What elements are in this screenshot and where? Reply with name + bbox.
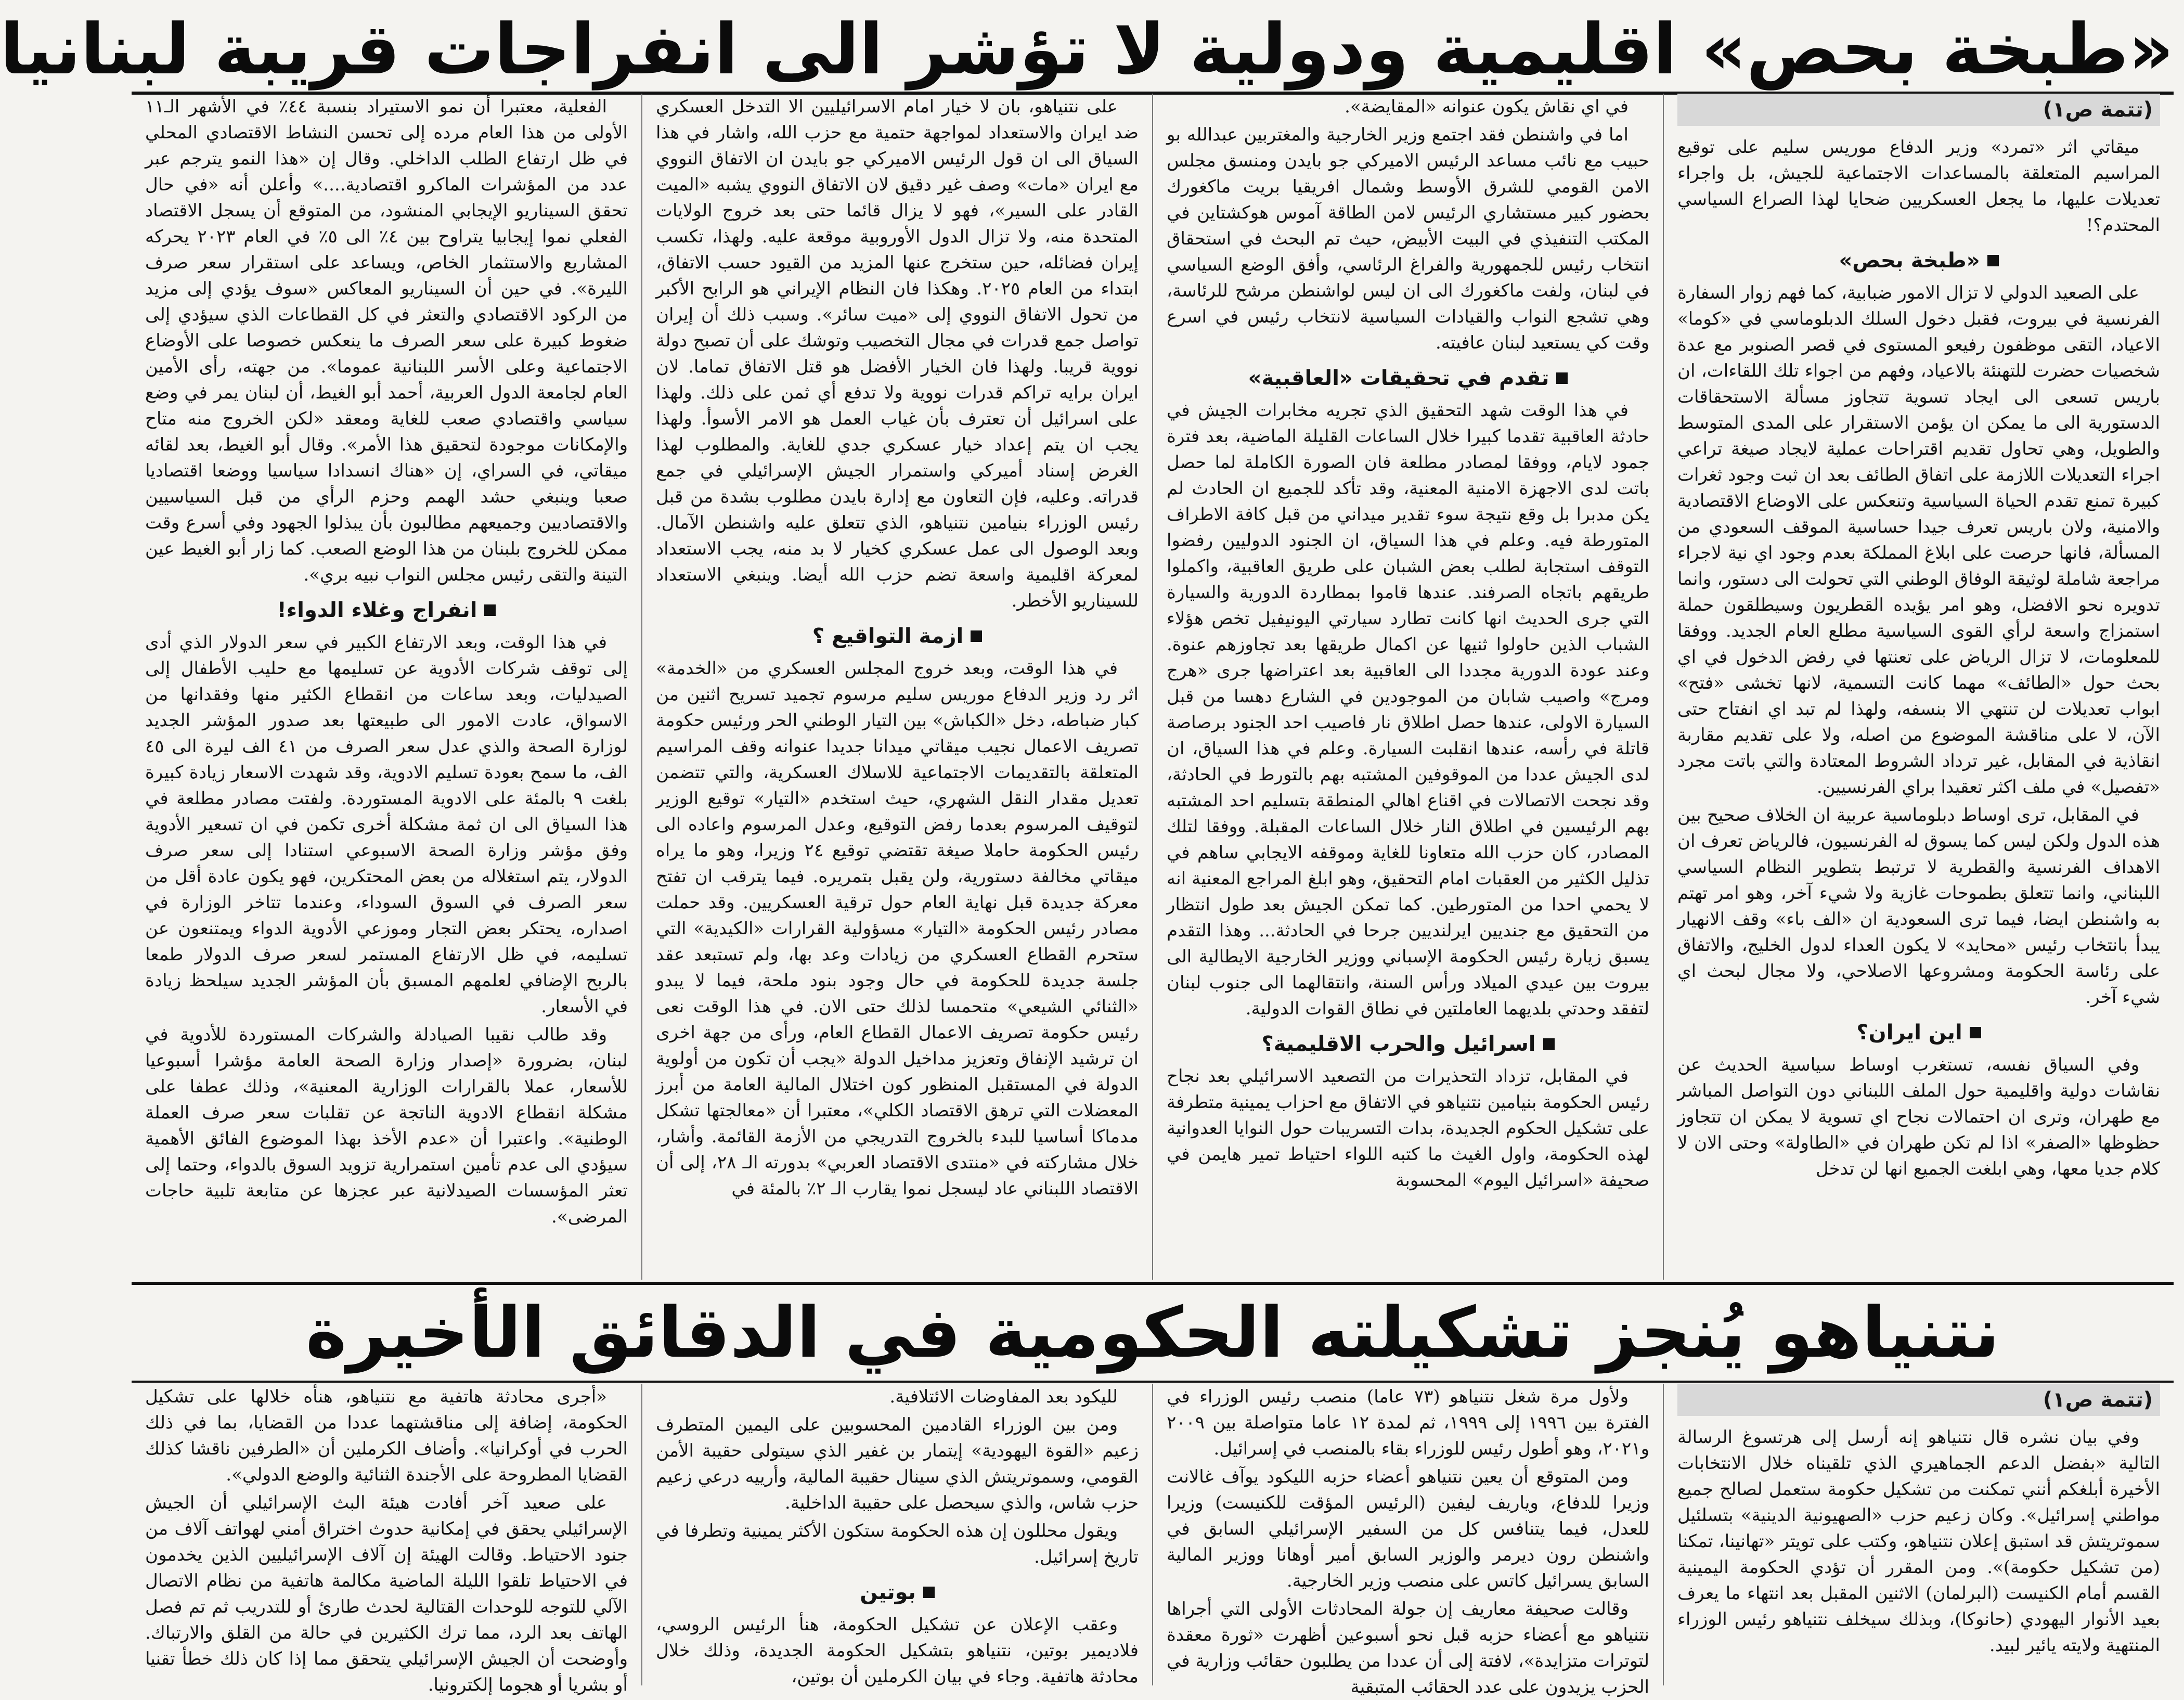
- main-headline: «طبخة بحص» اقليمية ودولية لا تؤشر الى انفراجات قريبة لبنانيا: [0, 9, 2174, 90]
- subheading-text: اسرائيل والحرب الاقليمية؟: [1261, 1032, 1536, 1056]
- paragraph: في هذا الوقت شهد التحقيق الذي تجريه مخابرات الجيش في حادثة العاقبية تقدما كبيرا خلال الساعات القليلة الماضية، بعد فترة جمود لايام، ووفقا لمصادر مطلعة فان الصورة الكاملة لما حصل باتت لدى الاجهزة الامنية المعنية، وقد تأكد للجميع ان الحادث لم يكن مدبرا بل وقع نتيجة سوء تقدير ميداني من قبل كافة الاطراف المتورطة فيه. وعلم في هذا السياق، ان الجنود الدوليين رفضوا التوقف استجابة لطلب بعض الشبان على طريق العاقبية، واكملوا طريقهم باتجاه الصرفند. عندها قاموا بمطاردة الدورية والسيارة التي جرى الحديث انها كانت تطارد سيارتي اليونيفيل تخص هؤلاء الشباب الذين حاولوا ثنيها عن اكمال طريقها بعد تجاوزهم عنوة. وعند عودة الدورية مجددا الى العاقبية بعد اعتراضها جرى «هرج ومرج» واصيب شابان من الموجودين في الشارع دهسا من قبل السيارة الاولى، عندها حصل اطلاق نار فاصيب احد الجنود برصاصة قاتلة في رأسه، عندها انقلبت السيارة. وعلم في هذا السياق، ان لدى الجيش عددا من الموقوفين المشتبه بهم بالتورط في الحادثة، وقد نجحت الاتصالات في اقناع اهالي المنطقة بتسليم احد المشتبه بهم الرئيسين في اطلاق النار خلال الساعات المقبلة. ووفقا لتلك المصادر، كان حزب الله متعاونا للغاية وموقفه الايجابي ساهم في تذليل الكثير من العقبات امام التحقيق، وهو ابلغ المراجع المعنية انه لا يحمي احدا من المتورطين. كما تمكن الجيش بعد طول انتظار من التحقيق مع جنديين ايرلنديين جرحا في الحادثة... وهذا التقدم يسبق زيارة رئيس الحكومة الإسباني ووزير الخارجية الايطالية الى بيروت بين عيدي الميلاد ورأس السنة، وانتقالهما الى جنوب لبنان لتفقد وحدتي بلديهما العاملتين في نطاق القوات الدولية.: [1167, 400, 1650, 1019]
- article1-column-4: [132, 94, 642, 1280]
- square-bullet-icon: [1970, 1027, 1981, 1038]
- subheading: [1677, 1020, 2160, 1046]
- paragraph: في هذا الوقت، وبعد خروج المجلس العسكري من «الخدمة» اثر رد وزير الدفاع موريس سليم مرسوم تجميد تسريح اثنين من كبار ضباطه، دخل «الكباش» بين التيار الوطني الحر ورئيس حكومة تصريف الاعمال نجيب ميقاتي ميدانا جديدا عنوانه وقف المراسيم المتعلقة بالتقديمات الاجتماعية للاسلاك العسكرية، والتي تتضمن تعديل مقدار النقل الشهري، حيث استخدم «التيار» توقيع الوزير لتوقيف المرسوم بعدما رفض التوقيع، وعدل المرسوم واعاده الى رئيس الحكومة حاملا صيغة تقتضي توقيع ٢٤ وزيرا، وهو ما يراه ميقاتي مخالفة دستورية، ولن يقبل بتمريره. فيما يترقب ان تفتح معركة جديدة قبل نهاية العام حول ترقية العسكريين. وقد حملت مصادر رئيس الحكومة «التيار» مسؤولية القرارات «الكيدية» التي ستحرم القطاع العسكري من زيادات وعد بها، ولم تستبعد عقد جلسة جديدة للحكومة في حال وجود بنود ملحة، فيما لا يبدو «الثنائي الشيعي» متحمسا لذلك حتى الان. في هذا الوقت نعى رئيس حكومة تصريف الاعمال القطاع العام، ورأى من جهة اخرى ان ترشيد الإنفاق وتعزيز مداخيل الدولة «يجب أن تكون من أولوية الدولة في المستقبل المنظور كون اختلال المالية العامة من أبرز المعضلات التي ترهق الاقتصاد الكلي»، معتبرا أن «معالجتها تشكل مدماكا أساسيا للبدء بالخروج التدريجي من الأزمة القائمة. وأشار، خلال مشاركته في «منتدى الاقتصاد العربي» بدورته الـ ٢٨، إلى أن الاقتصاد اللبناني عاد ليسجل نموا يقارب الـ ٢٪ بالمئة في: [656, 658, 1139, 1199]
- square-bullet-icon: [971, 630, 982, 642]
- subheading-text: تقدم في تحقيقات «العاقبية»: [1248, 366, 1549, 390]
- paragraph: «أجرى محادثة هاتفية مع نتنياهو، هنأه خلالها على تشكيل الحكومة، إضافة إلى مناقشتهما عددا من القضايا، بما في ذلك الحرب في أوكرانيا». وأضاف الكرملين أن «الطرفين ناقشا كذلك القضايا المطروحة على الأجندة الثنائية والوضع الدولي».: [145, 1386, 628, 1485]
- headline-rule: [132, 1381, 2174, 1383]
- subheading-text: بوتين: [860, 1580, 916, 1604]
- square-bullet-icon: [1987, 255, 1999, 266]
- subheading: [656, 623, 1139, 649]
- subheading: [1167, 365, 1649, 391]
- continued-tag: (تتمة ص١): [1677, 1384, 2160, 1416]
- paragraph: ومن المتوقع أن يعين نتنياهو أعضاء حزبه الليكود يوآف غالانت وزيرا للدفاع، وياريف ليفين (الرئيس المؤقت للكنيست) وزيرا للعدل، فيما يتنافس كل من السفير الإسرائيلي السابق في واشنطن رون ديرمر والوزير السابق أمير أوهانا ووزير المالية السابق يسرائيل كاتس على منصب وزير الخارجية.: [1167, 1466, 1649, 1591]
- square-bullet-icon: [923, 1587, 935, 1598]
- paragraph: وفي بيان نشره قال نتنياهو إنه أرسل إلى هرتسوغ الرسالة التالية «بفضل الدعم الجماهيري الذي تلقيناه خلال الانتخابات الأخيرة أبلغكم أنني تمكنت من تشكيل حكومة ستعمل لصالح جميع مواطني إسرائيل». وكان زعيم حزب «الصهيونية الدينية» بتسلئيل سموتريتش قد استبق إعلان نتنياهو، وكتب على تويتر «تهانينا، تمكنا (من تشكيل حكومة)». ومن المقرر أن تؤدي الحكومة اليمينية القسم أمام الكنيست (البرلمان) الاثنين المقبل بعد انتهاء ما يعرف بعيد الأنوار اليهودي (حانوكا)، وبذلك سيخلف نتنياهو رئيس الوزراء المنتهية ولايته يائير لبيد.: [1677, 1427, 2160, 1656]
- paragraph: في المقابل، ترى اوساط دبلوماسية عربية ان الخلاف صحيح بين هذه الدول ولكن ليس كما يسوق له الفرنسيون، فالرياض تعرف ان الاهداف الفرنسية والقطرية لا ترتبط بتطوير النظام السياسي اللبناني، وانما تتعلق بطموحات غازية ولا شيء آخر، وهو امر تهتم به واشنطن ايضا، فيما ترى السعودية ان «الف باء» وقف الانهيار يبدأ بانتخاب رئيس «محايد» لا يكون العداء لدول الخليج، والاتفاق على رئاسة الحكومة ومشروعها الاصلاحي، ولا مجال لبحث اي شيء آخر.: [1677, 805, 2160, 1008]
- subheading-text: انفراج وغلاء الدواء!: [277, 598, 477, 622]
- article2-column-3: [642, 1384, 1153, 1685]
- article2-column-2: [1153, 1384, 1664, 1697]
- paragraph: لليكود بعد المفاوضات الائتلافية.: [889, 1386, 1118, 1407]
- subheading: [1167, 1031, 1649, 1057]
- article2-column-4: [132, 1384, 642, 1695]
- square-bullet-icon: [1556, 372, 1568, 384]
- article1-column-2: [1153, 94, 1664, 1280]
- paragraph: اما في واشنطن فقد اجتمع وزير الخارجية والمغتربين عبدالله بو حبيب مع نائب مساعد الرئيس الاميركي جو بايدن ومنسق مجلس الامن القومي للشرق الأوسط وشمال افريقيا بريت ماكغورك بحضور كبير مستشاري الرئيس لامن الطاقة آموس هوكشتاين في المكتب التنفيذي في البيت الأبيض، حيث تم البحث في استحقاق انتخاب رئيس للجمهورية والفراغ الرئاسي، وأفق الوضع السياسي في لبنان، ولفت ماكغورك الى ان ليس لواشنطن مرشح للرئاسة، وهي تشجع النواب والقيادات السياسية لانتخاب رئيس في اسرع وقت كي يستعيد لبنان عافيته.: [1167, 124, 1649, 353]
- paragraph: على الصعيد الدولي لا تزال الامور ضبابية، كما فهم زوار السفارة الفرنسية في بيروت، فقبل دخول السلك الدبلوماسي في «كوما» الاعياد، التقى موظفون رفيعو المستوى في قصر الصنوبر مع عدة شخصيات حضرت للتهنئة بالاعياد، وفهم من اجواء تلك اللقاءات، ان باريس تسعى الى ايجاد تسوية تتجاوز مسألة الاستحقاقات الدستورية الى ما يمكن ان يؤمن الاستقرار على المدى المتوسط والطويل، وهي تحاول تقديم اقتراحات عملية لايجاد صيغة تراعي اجراء التعديلات اللازمة على اتفاق الطائف بعد ان ثبت وجود ثغرات كبيرة تمنع تقدم الحياة السياسية وتنعكس على الاوضاع الاقتصادية والامنية، ولان باريس تعرف جيدا حساسية الموقف السعودي من المسألة، فانها حرصت على ابلاغ المملكة بعدم وجود اي نية لاجراء مراجعة شاملة لوثيقة الوفاق الوطني التي تحولت الى دستور، وانما تدويره نحو الافضل، وهو امر يؤيده القطريون وسيطلقون حملة استمزاج واسعة لرأي القوى السياسية مطلع العام الجديد. ووفقا للمعلومات، لا تزال الرياض على تعنتها في رفض الدخول في اي بحث حول «الطائف» مهما كانت التسمية، لانها تخشى «فتح» ابواب تعديلات لن تنتهي الا بنسفه، ولهذا لم تبد اي انفتاح حتى الآن، لا على مناقشة الموضوع من اصله، ولا على تقديم مقاربة انقاذية في المقابل، غير ترداد الشروط المعتادة والتي باتت مجرد «تفصيل» في ملف اكثر تعقيدا براي الفرنسيين.: [1677, 282, 2160, 797]
- paragraph: في هذا الوقت، وبعد الارتفاع الكبير في سعر الدولار الذي أدى إلى توقف شركات الأدوية عن تسليمها مع حليب الأطفال إلى الصيدليات، وبعد ساعات من انقطاع الكثير منها وفقدانها من الاسواق، عادت الامور الى طبيعتها بعد صدور المؤشر الجديد لوزارة الصحة والذي عدل سعر الصرف من ٤١ الف ليرة الى ٤٥ الف، ما سمح بعودة تسليم الادوية، وقد شهدت الاسعار زيادة كبيرة بلغت ٩ بالمئة على الادوية المستوردة. ولفتت مصادر مطلعة في هذا السياق الى ان ثمة مشكلة أخرى تكمن في ان تسعير الأدوية وفق مؤشر وزارة الصحة الاسبوعي استنادا إلى سعر صرف الدولار، يتم استغلاله من بعض المحتكرين، فهو يكون عادة أقل من سعر الصرف في السوق السوداء، وعندما تتاخر الوزارة في اصداره، يحتكر بعض التجار وموزعي الأدوية الدواء ويمتنعون عن تسليمه، في ظل الارتفاع المستمر لسعر صرف الدولار طمعا بالربح الإضافي لعلمهم المسبق بأن المؤشر الجديد سيلحظ زيادة في الأسعار.: [145, 632, 628, 1017]
- paragraph: وقالت صحيفة معاريف إن جولة المحادثات الأولى التي أجراها نتنياهو مع أعضاء حزبه قبل نحو أسبوعين أظهرت «ثورة معقدة لتوترات متزايدة»، لافتة إلى أن عددا من يطلبون حقائب وزارية في الحزب يزيدون على عدد الحقائب المتبقية: [1167, 1599, 1649, 1697]
- paragraph: ويقول محللون إن هذه الحكومة ستكون الأكثر يمينية وتطرفا في تاريخ إسرائيل.: [656, 1521, 1139, 1567]
- article-netanyahu: [132, 1384, 2174, 1697]
- paragraph: على نتنياهو، بان لا خيار امام الاسرائيليين الا التدخل العسكري ضد ايران والاستعداد لمواجهة حتمية مع حزب الله، واشار في هذا السياق الى ان قول الرئيس الاميركي جو بايدن ان الاتفاق النووي مع ايران «مات» وصف غير دقيق لان الاتفاق النووي يشبه «الميت القادر على السير»، فهو لا يزال قائما حتى بعد خروج الولايات المتحدة منه، ولا تزال الدول الأوروبية موقعة عليه. ولهذا، تكسب إيران فضائله، حين ستخرج عنها المزيد من القيود حسب الاتفاق، ابتداء من العام ٢٠٢٥. وهكذا فان النظام الإيراني هو الرابح الأكبر من تحول الاتفاق النووي إلى «ميت سائر». وسبب ذلك أن إيران تواصل جمع قدرات في مجال التخصيب وتوشك على أن تصبح دولة نووية قريبا. ولهذا فان الخيار الأفضل هو قتل الاتفاق تماما. لان ايران برايه تراكم قدرات نووية ولا تدفع أي ثمن على ذلك. ولهذا على اسرائيل أن تعترف بأن غياب العمل هو الامر الأسوأ. ولهذا يجب ان يتم إعداد خيار عسكري جدي للغاية. والمطلوب لهذا الغرض إسناد أميركي واستمرار الجيش الإسرائيلي في جمع قدراته. وعليه، فإن التعاون مع إدارة بايدن مطلوب بشدة من قبل رئيس الوزراء بنيامين نتنياهو، الذي تتعلق عليه واشنطن الآمال. وبعد الوصول الى عمل عسكري كخيار لا بد منه، يجب الاستعداد لمعركة اقليمية واسعة تضم حزب الله أيضا. وينبغي الاستعداد للسيناريو الأخطر.: [656, 96, 1139, 611]
- paragraph: وعقب الإعلان عن تشكيل الحكومة، هنأ الرئيس الروسي، فلاديمير بوتين، نتنياهو بتشكيل الحكومة الجديدة، وذلك خلال محادثة هاتفية. وجاء في بيان الكرملين أن بوتين،: [656, 1614, 1139, 1687]
- paragraph: ولأول مرة شغل نتنياهو (٧٣ عاما) منصب رئيس الوزراء في الفترة بين ١٩٩٦ إلى ١٩٩٩، ثم لمدة ١٢ عاما متواصلة بين ٢٠٠٩ و٢٠٢١، وهو أطول رئيس للوزراء بقاء بالمنصب في إسرائيل.: [1167, 1386, 1650, 1459]
- paragraph: الفعلية، معتبرا أن نمو الاستيراد بنسبة ٤٤٪ في الأشهر الـ١١ الأولى من هذا العام مرده إلى تحسن النشاط الاقتصادي المحلي في ظل ارتفاع الطلب الداخلي. وقال إن «هذا النمو يترجم عبر عدد من المؤشرات الماكرو اقتصادية....» وأعلن أنه «في حال تحقق السيناريو الإيجابي المنشود، من المتوقع أن يسجل الاقتصاد الفعلي نموا إيجابيا يتراوح بين ٤٪ الى ٥٪ في العام ٢٠٢٣ يحركه المشاريع والاستثمار الخاص، ويساعد على استقرار سعر صرف الليرة». في حين أن السيناريو المعاكس «سوف يؤدي إلى مزيد من الركود الاقتصادي والتعثر في كل القطاعات الذي سيؤدي إلى ضغوط كبيرة على سعر الصرف ما ينعكس خصوصا على الأوضاع الاجتماعية وعلى الأسر اللبنانية عموما». من جهته، رأى الأمين العام لجامعة الدول العربية، أحمد أبو الغيط، أن لبنان يمر في وضع سياسي واقتصادي صعب للغاية ومعقد «لكن الخروج منه متاح والإمكانات موجودة لتحقيق هذا الأمر». وقال أبو الغيط، بعد لقائه ميقاتي، في السراي، إن «هناك انسدادا سياسيا ووضعا اقتصاديا صعبا وينبغي حشد الهمم وحزم الرأي من قبل السياسيين والاقتصاديين وجميعهم مطالبون بأن يبذلوا الجهود وفي أسرع وقت ممكن للخروج بلبنان من هذا الوضع الصعب. كما زار أبو الغيط عين التينة والتقى رئيس مجلس النواب نبيه بري».: [145, 96, 628, 585]
- paragraph: وقد طالب نقيبا الصيادلة والشركات المستوردة للأدوية في لبنان، بضرورة «إصدار وزارة الصحة العامة مؤشرا أسبوعيا للأسعار، عملا بالقرارات الوزارية المعنية»، وذلك عطفا على مشكلة انقطاع الادوية الناتجة عن تقلبات سعر صرف العملة الوطنية». واعتبرا أن «عدم الأخذ بهذا الموضوع الفائق الأهمية سيؤدي الى عدم تأمين استمرارية تزويد السوق بالدواء، وحتما إلى تعثر المؤسسات الصيدلانية عبر عجزها عن متابعة تلبية حاجات المرضى».: [145, 1024, 628, 1227]
- article1-column-3: [642, 94, 1153, 1280]
- article-lebanon: [132, 94, 2174, 1280]
- paragraph: في المقابل، تزداد التحذيرات من التصعيد الاسرائيلي بعد نجاح رئيس الحكومة بنيامين نتنياهو في الاتفاق مع احزاب يمينية متطرفة على تشكيل الحكوم الجديدة، بدات التسريبات حول النوايا العدوانية لهذه الحكومة، واول الغيث ما كتبه اللواء احتياط تمير هايمن في صحيفة «اسرائيل اليوم» المحسوبة: [1167, 1066, 1649, 1191]
- paragraph: في اي نقاش يكون عنوانه «المقايضة».: [1345, 96, 1629, 117]
- subheading-text: اين ايران؟: [1856, 1021, 1962, 1045]
- paragraph: على صعيد آخر أفادت هيئة البث الإسرائيلي أن الجيش الإسرائيلي يحقق في إمكانية حدوث اختراق أمني لهواتف آلاف من جنود الاحتياط. وقالت الهيئة إن آلاف الإسرائيليين الذين يخدمون في الاحتياط تلقوا الليلة الماضية مكالمة هاتفية من نظام الاتصال الآلي للتوجه للوحدات القتالية لحدث طارئ أو للتدريب ثم تم فصل الهاتف بعد الرد، مما ترك الكثيرين في حالة من القلق والارتباك. وأوضحت أن الجيش الإسرائيلي يتحقق مما إذا كان ذلك خطأ تقنيا أو بشريا أو هجوما إلكترونيا.: [145, 1492, 628, 1695]
- square-bullet-icon: [1543, 1038, 1555, 1050]
- paragraph: ميقاتي اثر «تمرد» وزير الدفاع موريس سليم على توقيع المراسيم المتعلقة بالمساعدات الاجتماعية للجيش، بل واجراء تعديلات عليها، ما يجعل العسكريين ضحايا لهذا الصراع السياسي المحتدم؟!: [1677, 137, 2160, 236]
- second-headline: نتنياهو يُنجز تشكيلته الحكومية في الدقائق الأخيرة: [305, 1292, 2000, 1373]
- subheading-text: «طبخة بحص»: [1839, 249, 1980, 273]
- paragraph: ومن بين الوزراء القادمين المحسوبين على اليمين المتطرف زعيم «القوة اليهودية» إيتمار بن غفير الذي سيتولى حقيبة الأمن القومي، وسموتريتش الذي سينال حقيبة المالية، وأرييه درعي زعيم حزب شاس، والذي سيحصل على حقيبة الداخلية.: [656, 1414, 1139, 1513]
- subheading: [145, 597, 628, 623]
- subheading-text: ازمة التواقيع ؟: [812, 624, 964, 648]
- subheading: [1677, 248, 2160, 274]
- continued-tag: (تتمة ص١): [1677, 94, 2160, 126]
- article2-column-1: [1664, 1384, 2174, 1685]
- square-bullet-icon: [484, 604, 496, 616]
- article1-column-1: [1664, 94, 2174, 1280]
- paragraph: وفي السياق نفسه، تستغرب اوساط سياسية الحديث عن نقاشات دولية واقليمية حول الملف اللبناني دون التواصل المباشر مع طهران، وترى ان احتمالات نجاح اي تسوية لا يمكن ان تتجاوز حظوظها «الصفر» اذا لم تكن طهران في «الطاولة» وحتى الان لا كلام جديا معها، وهي ابلغت الجميع انها لن تدخل: [1677, 1054, 2160, 1179]
- subheading: [656, 1579, 1139, 1605]
